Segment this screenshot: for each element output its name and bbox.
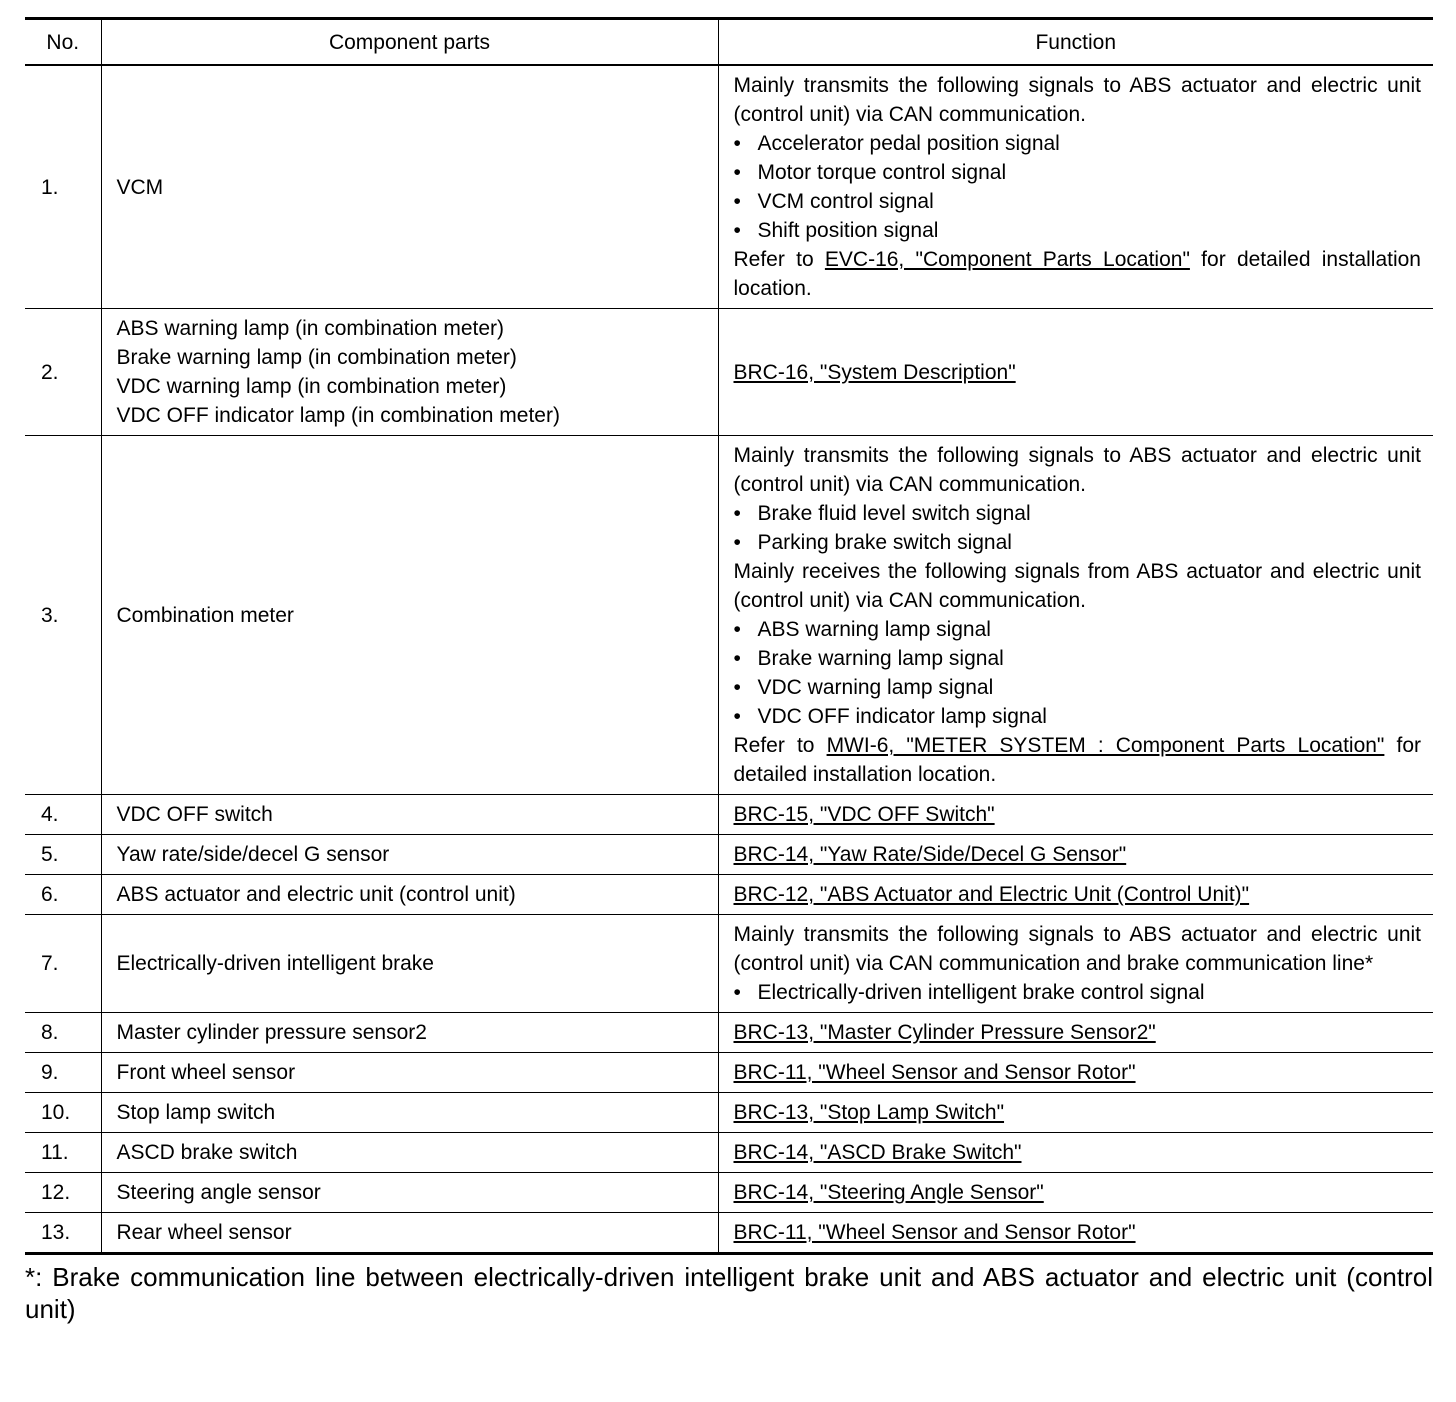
table-row [25,1213,1433,1254]
table-row [25,1133,1433,1173]
bullet-icon: • [733,676,741,699]
row-number: 3. [25,436,101,795]
component-cell [101,1213,718,1254]
component-name: Stop lamp switch [116,1101,276,1124]
table-header-row [25,19,1433,66]
component-name: Combination meter [116,603,294,627]
component-cell [101,309,718,436]
signal-list-item [734,187,1422,216]
function-cell [718,1173,1433,1213]
reference-link[interactable]: BRC-14, "Steering Angle Sensor" [733,1181,1044,1204]
function-cell [718,1133,1433,1173]
header-component-parts: Component parts [101,19,718,66]
component-name: VDC warning lamp (in combination meter) [116,375,507,398]
table-row [25,915,1433,1013]
reference-link[interactable]: BRC-11, "Wheel Sensor and Sensor Rotor" [733,1061,1136,1084]
signal-name: Parking brake switch signal [757,531,1012,554]
signal-name: Motor torque control signal [757,161,1007,184]
row-number: 12. [25,1173,101,1213]
table-row [25,1173,1433,1213]
row-number: 8. [25,1013,101,1053]
reference-link[interactable]: BRC-13, "Master Cylinder Pressure Sensor2" [733,1021,1156,1044]
document [25,17,1433,1325]
component-cell [101,835,718,875]
table-row [25,875,1433,915]
function-description: Mainly receives the following signals from ABS actuator and electric unit (control unit) via CAN communication. [733,560,1421,612]
component-name: Steering angle sensor [116,1181,321,1204]
signal-name: VCM control signal [757,190,934,213]
table-row [25,65,1433,309]
function-cell [718,835,1433,875]
reference-suffix: for detailed installation location. [733,734,1421,786]
component-cell [101,1053,718,1093]
signal-list-item [734,673,1422,702]
function-cell [718,795,1433,835]
signal-name: Brake fluid level switch signal [757,502,1031,525]
component-cell [101,1013,718,1053]
function-cell [718,1093,1433,1133]
reference-sentence [734,245,1422,303]
row-number: 11. [25,1133,101,1173]
component-name: Electrically-driven intelligent brake [116,952,434,975]
table-row [25,309,1433,436]
row-number: 7. [25,915,101,1013]
signal-list-item [734,702,1422,731]
function-description: Mainly transmits the following signals to ABS actuator and electric unit (control unit) via CAN communication. [733,74,1421,126]
component-cell [101,915,718,1013]
component-name: Master cylinder pressure sensor2 [116,1021,427,1044]
row-number: 10. [25,1093,101,1133]
reference-link[interactable]: EVC-16, "Component Parts Location" [824,248,1190,271]
reference-link[interactable]: BRC-14, "Yaw Rate/Side/Decel G Sensor" [733,843,1127,866]
bullet-icon: • [733,647,741,670]
row-number: 6. [25,875,101,915]
table-row [25,835,1433,875]
signal-list-item [734,644,1422,673]
component-cell [101,1093,718,1133]
bullet-icon: • [733,219,741,242]
row-number: 13. [25,1213,101,1254]
signal-name: VDC warning lamp signal [757,676,994,699]
function-cell [718,1213,1433,1254]
signal-name: Shift position signal [757,219,939,242]
function-cell [718,1013,1433,1053]
bullet-icon: • [733,618,741,641]
signal-list-item [734,528,1422,557]
reference-sentence [734,731,1422,789]
row-number: 2. [25,309,101,436]
component-name: Rear wheel sensor [116,1221,292,1244]
component-cell [101,1133,718,1173]
header-function: Function [718,19,1433,66]
function-cell [718,436,1433,795]
component-name: ABS actuator and electric unit (control unit) [116,883,516,906]
table-body [25,65,1433,1254]
component-name: VCM [116,175,164,199]
signal-list-item [734,978,1422,1007]
signal-name: Electrically-driven intelligent brake control signal [757,981,1205,1004]
component-parts-table [25,17,1433,1255]
table-row [25,795,1433,835]
bullet-icon: • [733,705,741,728]
bullet-icon: • [733,531,741,554]
signal-name: Brake warning lamp signal [757,647,1004,670]
reference-link[interactable]: BRC-13, "Stop Lamp Switch" [733,1101,1005,1124]
function-cell [718,875,1433,915]
table-row [25,436,1433,795]
component-name: Yaw rate/side/decel G sensor [116,843,390,866]
signal-list-item [734,158,1422,187]
signal-list-item [734,499,1422,528]
function-description: Mainly transmits the following signals to ABS actuator and electric unit (control unit) via CAN communication. [733,444,1421,496]
reference-link[interactable]: BRC-14, "ASCD Brake Switch" [733,1141,1022,1164]
component-cell [101,875,718,915]
table-row [25,1053,1433,1093]
signal-name: Accelerator pedal position signal [757,132,1060,155]
reference-prefix: Refer to [733,734,827,757]
signal-list-item [734,216,1422,245]
table-row [25,1093,1433,1133]
signal-name: VDC OFF indicator lamp signal [757,705,1047,728]
signal-name: ABS warning lamp signal [757,618,991,641]
reference-link[interactable]: BRC-15, "VDC OFF Switch" [733,803,995,826]
signal-list-item [734,615,1422,644]
reference-prefix: Refer to [733,248,825,271]
component-cell [101,65,718,309]
function-cell [718,65,1433,309]
reference-link[interactable]: BRC-11, "Wheel Sensor and Sensor Rotor" [733,1221,1136,1244]
row-number: 9. [25,1053,101,1093]
component-cell [101,795,718,835]
bullet-icon: • [733,190,741,213]
component-name: ASCD brake switch [116,1141,298,1164]
component-name: ABS warning lamp (in combination meter) [116,317,504,340]
component-name: Front wheel sensor [116,1061,296,1084]
signal-list-item [734,129,1422,158]
component-name: Brake warning lamp (in combination meter) [116,346,517,369]
reference-link[interactable]: MWI-6, "METER SYSTEM : Component Parts Location" [826,734,1385,757]
function-cell [718,309,1433,436]
table-row [25,1013,1433,1053]
reference-link[interactable]: BRC-12, "ABS Actuator and Electric Unit (Control Unit)" [733,883,1250,906]
header-no: No. [25,19,101,66]
reference-link[interactable]: BRC-16, "System Description" [733,360,1016,384]
bullet-icon: • [733,502,741,525]
bullet-icon: • [733,981,741,1004]
component-name: VDC OFF switch [116,803,273,826]
footnote: *: Brake communication line between electrically-driven intelligent brake unit and ABS actuator and electric unit (control unit) [25,1262,1433,1324]
component-cell [101,1173,718,1213]
row-number: 4. [25,795,101,835]
component-name: VDC OFF indicator lamp (in combination meter) [116,404,560,427]
row-number: 5. [25,835,101,875]
component-cell [101,436,718,795]
function-cell [718,1053,1433,1093]
row-number: 1. [25,65,101,309]
function-cell [718,915,1433,1013]
function-description: Mainly transmits the following signals to ABS actuator and electric unit (control unit) via CAN communication and brake communication line* [733,923,1421,975]
bullet-icon: • [733,161,741,184]
reference-suffix: for detailed installation location. [733,248,1421,300]
bullet-icon: • [733,132,741,155]
